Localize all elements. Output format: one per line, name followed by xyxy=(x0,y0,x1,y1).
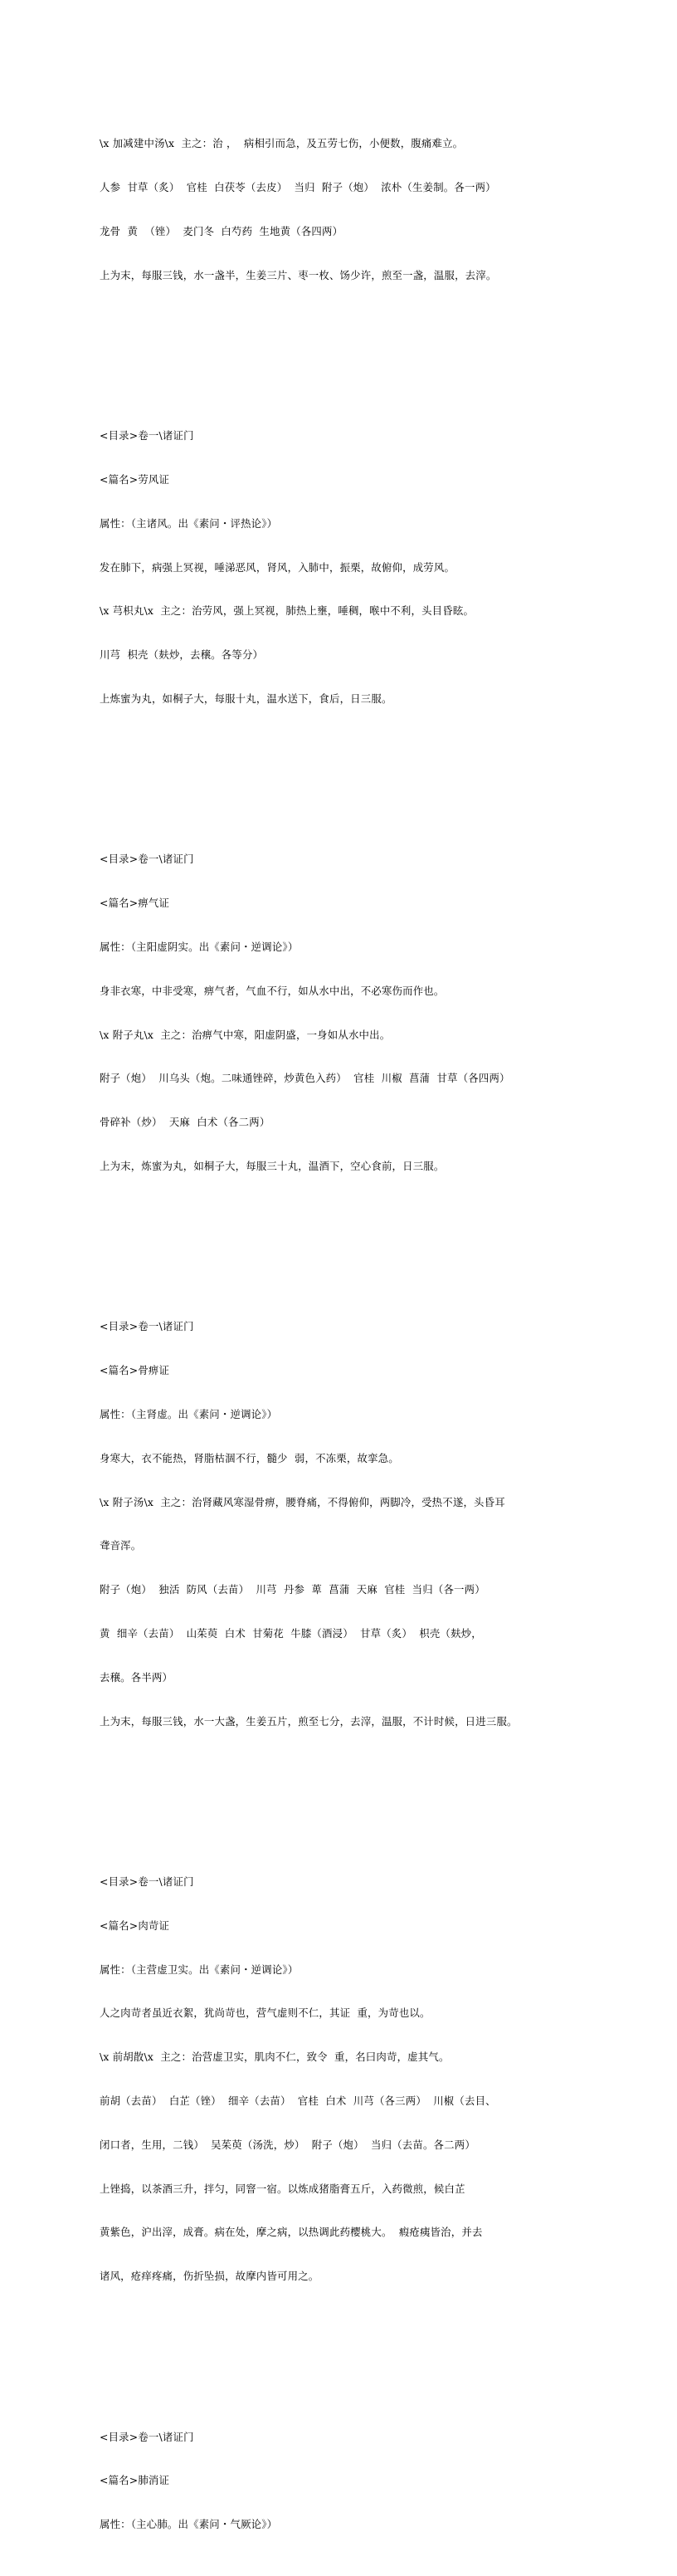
catalog-line: <目录>卷一\诸证门 xyxy=(100,853,194,866)
text-line: \x 芎枳丸\x 主之：治劳风，强上冥视，肺热上壅，唾稠，喉中不利，头目昏眩。 xyxy=(100,604,475,618)
paragraph-gap xyxy=(100,341,597,356)
paragraph-gap xyxy=(100,2342,597,2357)
catalog-line: <目录>卷一\诸证门 xyxy=(100,2430,194,2443)
text-line: 川芎 枳壳（麸炒，去穣。各等分） xyxy=(100,648,264,662)
attribute-line: 属性：（主诸风。出《素问・评热论》） xyxy=(100,516,278,530)
text-line: 骨碎补（炒） 天麻 白术（各二两） xyxy=(100,1116,270,1129)
text-line: \x 附子汤\x 主之：治肾藏风寒湿骨痹，腰脊痛，不得俯仰，两脚冷，受热不遂，头昏耳 xyxy=(100,1495,505,1508)
text-line: \x 附子丸\x 主之：治痹气中寒，阳虚阴盛，一身如从水中出。 xyxy=(100,1028,391,1041)
chapter-title: <篇名>骨痹证 xyxy=(100,1364,170,1377)
chapter-title: <篇名>痹气证 xyxy=(100,897,170,910)
attribute-line: 属性：（主心肺。出《素问・气厥论》） xyxy=(100,2518,278,2531)
text-line: \x 前胡散\x 主之：治营虚卫实，肌肉不仁，致令 重，名曰肉苛，虚其气。 xyxy=(100,2051,450,2064)
chapter-title: <篇名>肺消证 xyxy=(100,2474,170,2487)
text-line: 龙骨 黄 （锉） 麦门冬 白芍药 生地黄（各四两） xyxy=(100,224,343,237)
block-jianzhong-tang xyxy=(100,107,597,311)
text-line: 上为末，每服三钱，水一大盏，生姜五片，煎至七分，去滓，温服，不计时候，日进三服。 xyxy=(100,1714,518,1728)
text-line: 人参 甘草（炙） 官桂 白茯苓（去皮） 当归 附子（炮） 浓朴（生姜制。各一两） xyxy=(100,181,496,194)
attribute-line: 属性：（主肾虚。出《素问・逆调论》） xyxy=(100,1408,278,1421)
text-line: 前胡（去苗） 白芷（锉） 细辛（去苗） 官桂 白术 川芎（各三两） 川椒（去目、 xyxy=(100,2094,496,2107)
block-laofeng xyxy=(100,399,597,736)
attribute-line: 属性：（主营虚卫实。出《素问・逆调论》） xyxy=(100,1963,299,1976)
attribute-line: 属性：（主阳虚阴实。出《素问・逆调论》） xyxy=(100,941,299,954)
catalog-line: <目录>卷一\诸证门 xyxy=(100,1875,194,1889)
text-line: 附子（炮） 川乌头（炮。二味通锉碎，炒黄色入药） 官桂 川椒 菖蒲 甘草（各四两） xyxy=(100,1072,510,1085)
text-line: 去穣。各半两） xyxy=(100,1670,173,1684)
text-line: 人之肉苛者虽近衣絮，犹尚苛也，营气虚则不仁，其证 重，为苛也以。 xyxy=(100,2007,431,2020)
block-biqi xyxy=(100,823,597,1202)
paragraph-gap xyxy=(100,1232,597,1247)
chapter-title: <篇名>劳风证 xyxy=(100,473,170,486)
text-line: 黄紫色，沪出滓，成膏。病在处，摩之病，以热调此药樱桃大。 瘕疮痍皆治，并去 xyxy=(100,2226,483,2239)
catalog-line: <目录>卷一\诸证门 xyxy=(100,429,194,442)
text-line: 聋音浑。 xyxy=(100,1539,142,1552)
text-line: 黄 细辛（去苗） 山茱萸 白术 甘菊花 牛膝（酒浸） 甘草（炙） 枳壳（麸炒， xyxy=(100,1626,482,1640)
paragraph-gap xyxy=(100,765,597,780)
text-line: 身寒大，衣不能热，肾脂枯涸不行，髓少 弱，不冻栗，故挛急。 xyxy=(100,1451,399,1464)
text-line: 发在肺下，病强上冥视，唾涕恶风，肾风，入肺中，振栗，故俯仰，成劳风。 xyxy=(100,560,455,574)
block-feixiao xyxy=(100,2400,597,2561)
block-rouke xyxy=(100,1845,597,2313)
text-line: 附子（炮） 独活 防风（去苗） 川芎 丹参 萆 菖蒲 天麻 官桂 当归（各一两） xyxy=(100,1583,485,1596)
text-line: \x 加减建中汤\x 主之：治 ， 病相引而急，及五劳七伤，小便数，腹痛难立。 xyxy=(100,137,464,150)
text-line: 身非衣寒，中非受寒，痹气者，气血不行，如从水中出，不必寒伤而作也。 xyxy=(100,984,445,997)
document-page xyxy=(100,78,597,2576)
block-gubi xyxy=(100,1290,597,1757)
paragraph-gap xyxy=(100,1787,597,1801)
text-line: 上为末，炼蜜为丸，如桐子大，每服三十丸，温酒下，空心食前，日三服。 xyxy=(100,1159,445,1172)
text-line: 诸风，疮痒疼痛，伤折坠损，故摩内皆可用之。 xyxy=(100,2270,319,2283)
text-line: 上为末，每服三钱，水一盏半，生姜三片、枣一枚、饧少许，煎至一盏，温服，去滓。 xyxy=(100,268,497,281)
catalog-line: <目录>卷一\诸证门 xyxy=(100,1320,194,1333)
text-line: 上锉捣，以茶酒三升，拌匀，同窨一宿。以炼成猪脂膏五斤，入药微煎，候白芷 xyxy=(100,2182,465,2195)
chapter-title: <篇名>肉苛证 xyxy=(100,1919,170,1932)
text-line: 闭口者，生用，二钱） 吴茱萸（汤洗，炒） 附子（炮） 当归（去苗。各二两） xyxy=(100,2138,475,2151)
text-line: 上炼蜜为丸，如桐子大，每服十丸，温水送下，食后，日三服。 xyxy=(100,692,392,705)
